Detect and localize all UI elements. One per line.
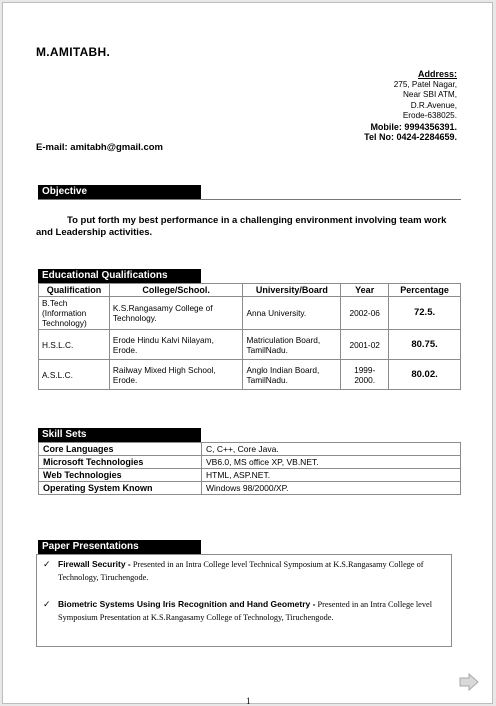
paper-title: Firewall Security - xyxy=(58,559,131,569)
address-block xyxy=(257,69,457,143)
address-line: Erode-638025. xyxy=(402,111,457,120)
paper-title: Biometric Systems Using Iris Recognition and Hand Geometry - xyxy=(58,599,316,609)
address-line: 275, Patel Nagar, xyxy=(393,79,457,89)
column-header: Percentage xyxy=(389,284,461,297)
college-cell: Erode Hindu Kalvi Nilayam, Erode. xyxy=(109,330,243,360)
table-row xyxy=(39,360,461,390)
address-line: D.R.Avenue, xyxy=(410,100,457,110)
qualification-cell: B.Tech (Information Technology) xyxy=(39,297,110,330)
list-item xyxy=(43,558,447,584)
objective-heading: Objective xyxy=(38,185,201,199)
section-divider xyxy=(38,199,461,200)
qualification-cell: H.S.L.C. xyxy=(39,330,110,360)
education-heading: Educational Qualifications xyxy=(38,269,201,283)
telephone-number: Tel No: 0424-2284659. xyxy=(364,132,457,142)
papers-list xyxy=(36,554,452,647)
right-arrow-icon[interactable] xyxy=(459,673,479,691)
checkmark-icon: ✓ xyxy=(43,599,51,609)
qualification-cell: A.S.L.C. xyxy=(39,360,110,390)
column-header: Qualification xyxy=(39,284,110,297)
table-row xyxy=(39,297,461,330)
percentage-cell: 72.5. xyxy=(389,297,461,330)
table-header-row xyxy=(39,284,461,297)
college-cell: K.S.Rangasamy College of Technology. xyxy=(109,297,243,330)
paper-description: Presented in an Intra College level Symposium Presentation at K.S.Rangasamy College of Technology, Tiruchengode. xyxy=(58,600,432,622)
skill-value: HTML, ASP.NET. xyxy=(202,469,461,482)
skills-table xyxy=(38,442,461,495)
board-cell: Anna University. xyxy=(243,297,341,330)
column-header: University/Board xyxy=(243,284,341,297)
column-header: Year xyxy=(341,284,389,297)
skill-label: Microsoft Technologies xyxy=(39,456,202,469)
board-cell: Matriculation Board, TamilNadu. xyxy=(243,330,341,360)
candidate-name: M.AMITABH. xyxy=(36,45,111,59)
column-header: College/School. xyxy=(109,284,243,297)
page-number: 1 xyxy=(246,696,251,706)
skill-value: VB6.0, MS office XP, VB.NET. xyxy=(202,456,461,469)
document-page xyxy=(2,2,493,704)
address-line: Near SBI ATM, xyxy=(403,90,457,99)
objective-text: To put forth my best performance in a challenging environment involving team work and Leadership activities. xyxy=(36,215,447,238)
table-row xyxy=(39,330,461,360)
papers-heading: Paper Presentations xyxy=(38,540,201,554)
checkmark-icon: ✓ xyxy=(43,559,51,569)
email: E-mail: amitabh@gmail.com xyxy=(36,142,163,153)
board-cell: Anglo Indian Board, TamilNadu. xyxy=(243,360,341,390)
table-row xyxy=(39,456,461,469)
skills-heading: Skill Sets xyxy=(38,428,201,442)
skill-label: Web Technologies xyxy=(39,469,202,482)
table-row xyxy=(39,482,461,495)
education-table xyxy=(38,283,461,390)
year-cell: 2001-02 xyxy=(341,330,389,360)
address-label: Address: xyxy=(417,69,457,79)
year-cell: 2002-06 xyxy=(341,297,389,330)
list-item xyxy=(43,598,447,624)
percentage-cell: 80.02. xyxy=(389,360,461,390)
skill-label: Operating System Known xyxy=(39,482,202,495)
table-row xyxy=(39,443,461,456)
table-row xyxy=(39,469,461,482)
college-cell: Railway Mixed High School, Erode. xyxy=(109,360,243,390)
skill-value: Windows 98/2000/XP. xyxy=(202,482,461,495)
mobile-number: Mobile: 9994356391. xyxy=(370,121,457,132)
skill-label: Core Languages xyxy=(39,443,202,456)
percentage-cell: 80.75. xyxy=(389,330,461,360)
paper-description: Presented in an Intra College level Technical Symposium at K.S.Rangasamy College of Technology, Tiruchengode. xyxy=(58,560,424,582)
year-cell: 1999-2000. xyxy=(341,360,389,390)
skill-value: C, C++, Core Java. xyxy=(202,443,461,456)
